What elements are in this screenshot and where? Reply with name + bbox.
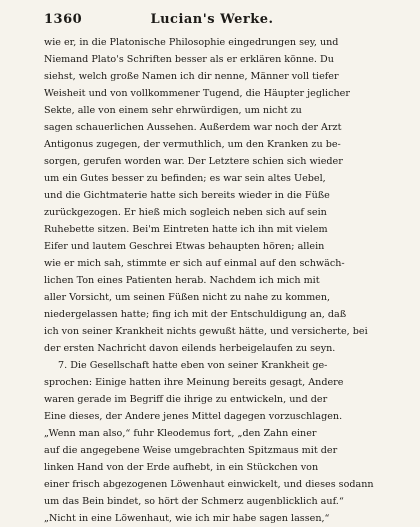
text-line: wie er, in die Platonische Philosophie eingedrungen sey, und	[44, 37, 339, 48]
text-line: sagen schauerlichen Aussehen. Außerdem war noch der Arzt	[44, 122, 342, 133]
running-title: Lucian's Werke.	[150, 12, 274, 27]
text-line: zurückgezogen. Er hieß mich sogleich neben sich auf sein	[44, 207, 327, 218]
text-line: „Nicht in eine Löwenhaut, wie ich mir habe sagen lassen,“	[44, 513, 330, 524]
text-line: und die Gichtmaterie hatte sich bereits wieder in die Füße	[44, 190, 330, 201]
text-line: wie er mich sah, stimmte er sich auf einmal auf den schwäch-	[44, 258, 345, 269]
text-line: Niemand Plato's Schriften besser als er erklären könne. Du	[44, 54, 334, 65]
text-line: „Wenn man also,“ fuhr Kleodemus fort, „den Zahn einer	[44, 428, 317, 439]
text-line: aller Vorsicht, um seinen Füßen nicht zu nahe zu kommen,	[44, 292, 331, 303]
text-line: Sekte, alle von einem sehr ehrwürdigen, um nicht zu	[44, 105, 302, 116]
text-line: siehst, welch große Namen ich dir nenne, Männer voll tiefer	[44, 71, 339, 82]
text-line: um ein Gutes besser zu befinden; es war sein altes Uebel,	[44, 173, 326, 184]
text-line: Eifer und lautem Geschrei Etwas behaupten hören; allein	[44, 241, 325, 252]
text-line: Antigonus zugegen, der vermuthlich, um den Kranken zu be-	[44, 139, 341, 150]
text-line: ich von seiner Krankheit nichts gewußt hätte, und versicherte, bei	[44, 326, 368, 337]
text-line: Weisheit und von vollkommener Tugend, die Häupter jeglicher	[44, 88, 350, 99]
page-header	[44, 12, 380, 32]
text-line: sorgen, gerufen worden war. Der Letztere schien sich wieder	[44, 156, 343, 167]
text-line: Ruhebette sitzen. Bei'm Eintreten hatte ich ihn mit vielem	[44, 224, 328, 235]
text-line: Eine dieses, der Andere jenes Mittel dagegen vorzuschlagen.	[44, 411, 343, 422]
text-line: um das Bein bindet, so hört der Schmerz augenblicklich auf.“	[44, 496, 344, 507]
page-body-text	[44, 34, 380, 527]
text-line: auf die angegebene Weise umgebrachten Spitzmaus mit der	[44, 445, 338, 456]
page-number: 1360	[44, 12, 83, 27]
text-line: 7. Die Gesellschaft hatte eben von seiner Krankheit ge-	[58, 360, 328, 371]
text-line: sprochen: Einige hatten ihre Meinung bereits gesagt, Andere	[44, 377, 344, 388]
text-line: waren gerade im Begriff die ihrige zu entwickeln, und der	[44, 394, 328, 405]
text-line: linken Hand von der Erde aufhebt, in ein Stückchen von	[44, 462, 319, 473]
text-line: der ersten Nachricht davon eilends herbeigelaufen zu seyn.	[44, 343, 336, 354]
text-line: lichen Ton eines Patienten herab. Nachdem ich mich mit	[44, 275, 320, 286]
text-line: einer frisch abgezogenen Löwenhaut einwickelt, und dieses sodann	[44, 479, 374, 490]
text-line: niedergelassen hatte; fing ich mit der Entschuldigung an, daß	[44, 309, 347, 320]
